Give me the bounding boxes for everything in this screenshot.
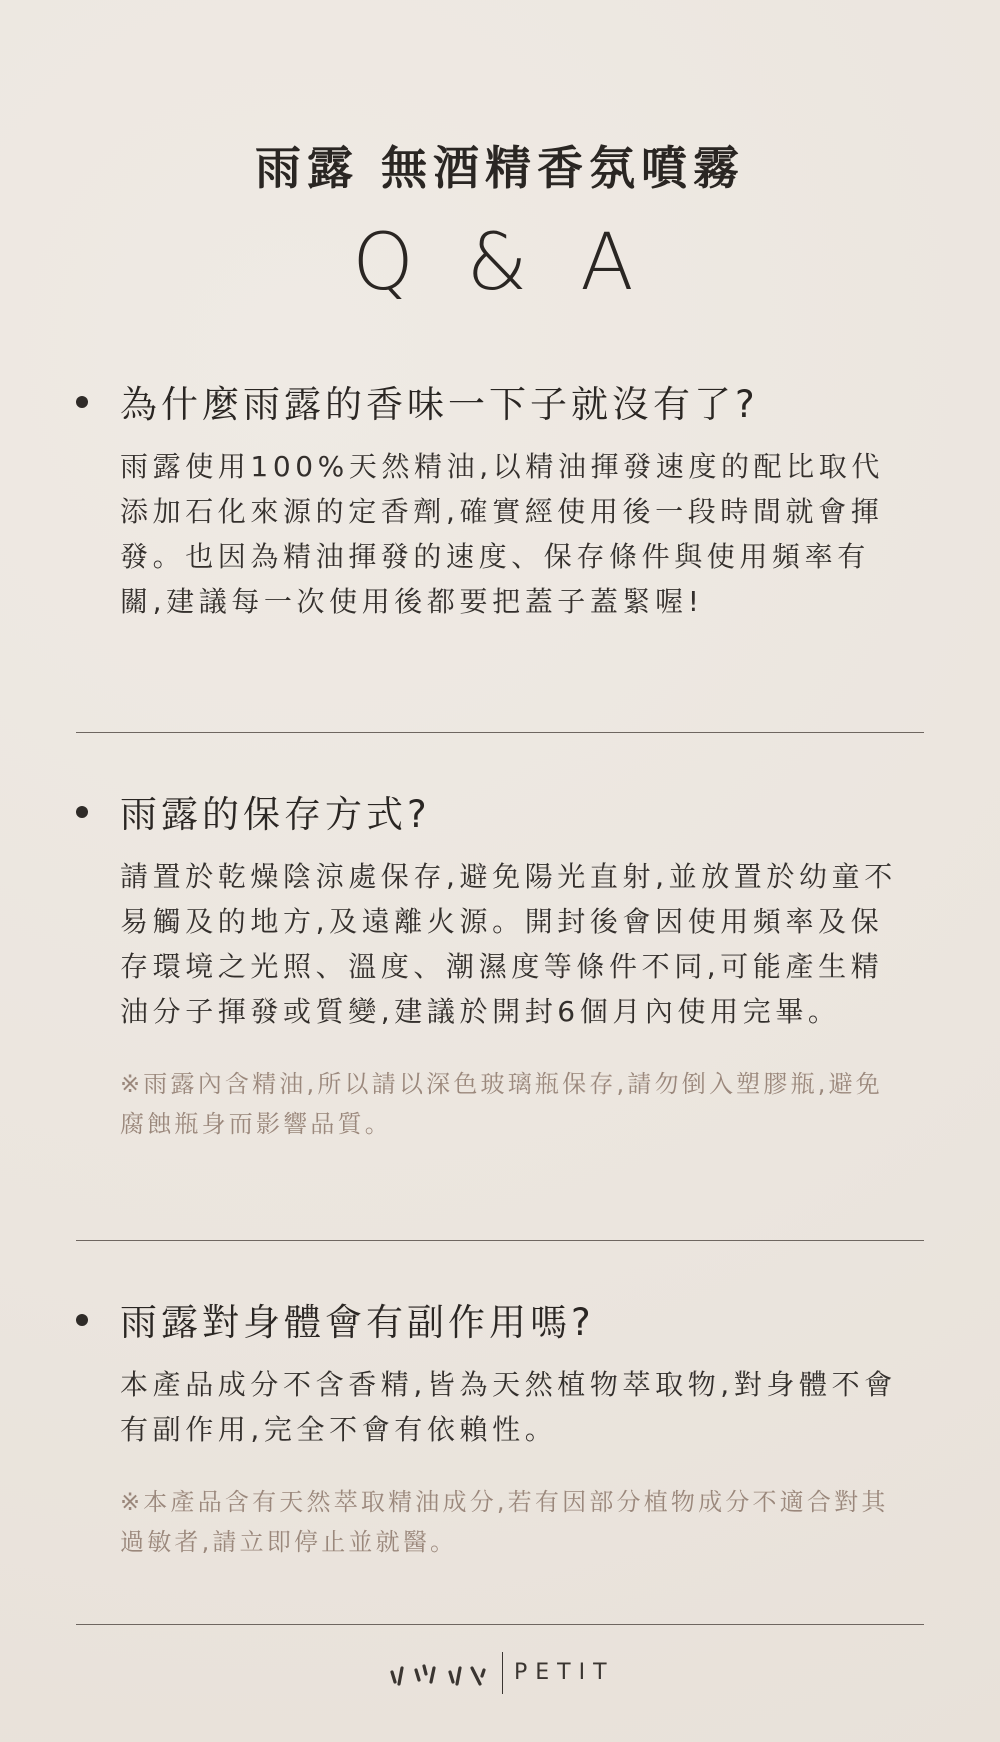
faq-answer: 雨露使用100%天然精油,以精油揮發速度的配比取代添加石化來源的定香劑,確實經使用後一段時間就會揮發。也因為精油揮發的速度、保存條件與使用頻率有關,建議每一次使用後都要把蓋子蓋緊喔! [120,450,884,618]
faq-item [76,1292,924,1562]
logo-separator [502,1652,503,1694]
faq-item [76,784,924,1144]
faq-question-row [76,784,924,836]
page-subtitle: Q & A [352,218,648,308]
faq-question: 為什麼雨露的香味一下子就沒有了? [120,383,759,426]
brand-logo [0,1652,1000,1696]
faq-question: 雨露的保存方式? [120,793,431,836]
faq-note: ※本產品含有天然萃取精油成分,若有因部分植物成分不適合對其過敏者,請立即停止並就醫。 [120,1488,889,1556]
faq-note: ※雨露內含精油,所以請以深色玻璃瓶保存,請勿倒入塑膠瓶,避免腐蝕瓶身而影響品質。 [120,1070,883,1138]
faq-question-row [76,1292,924,1344]
faq-question: 雨露對身體會有副作用嗎? [120,1301,595,1344]
brand-mark-icon [388,1662,492,1688]
faq-question-row [76,374,924,426]
section-divider [76,732,924,733]
bullet-icon [76,396,88,408]
brand-name: PETIT [514,1660,615,1685]
faq-answer: 請置於乾燥陰涼處保存,避免陽光直射,並放置於幼童不易觸及的地方,及遠離火源。開封後會因使用頻率及保存環境之光照、溫度、潮濕度等條件不同,可能產生精油分子揮發或質變,建議於開封6個月內使用完畢。 [120,860,897,1028]
bullet-icon [76,806,88,818]
faq-item [76,374,924,624]
bullet-icon [76,1314,88,1326]
faq-answer: 本產品成分不含香精,皆為天然植物萃取物,對身體不會有副作用,完全不會有依賴性。 [120,1368,897,1446]
page-title: 雨露 無酒精香氛噴霧 [254,141,745,195]
section-divider [76,1624,924,1625]
section-divider [76,1240,924,1241]
